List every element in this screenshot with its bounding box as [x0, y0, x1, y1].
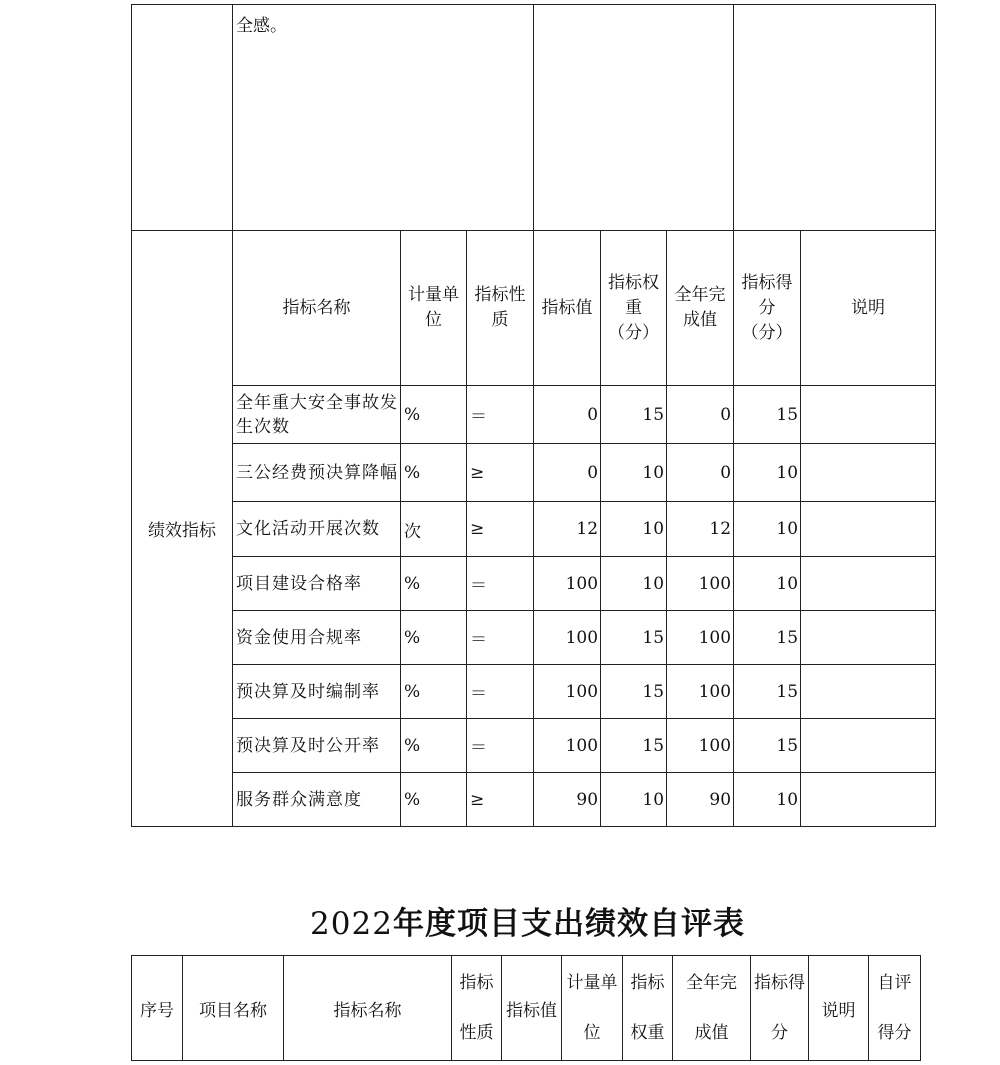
header-note: 说明 [801, 231, 936, 386]
unit-cell: % [401, 773, 467, 827]
nature-cell: ≥ [467, 444, 534, 502]
target-value-cell: 100 [534, 557, 601, 611]
header-unit: 计量单 位 [401, 231, 467, 386]
target-value-cell: 100 [534, 611, 601, 665]
header-value: 指标值 [502, 956, 562, 1061]
header-self-score: 自评 得分 [869, 956, 921, 1061]
note-cell [801, 502, 936, 557]
perf-header-row [132, 231, 936, 386]
actual-value-cell: 0 [667, 386, 734, 444]
target-value-cell: 0 [534, 444, 601, 502]
title-text: 年度项目支出绩效自评表 [392, 906, 745, 942]
indicator-row [132, 665, 936, 719]
indicator-name-cell: 文化活动开展次数 [233, 502, 401, 557]
weight-cell: 15 [601, 719, 667, 773]
project-expenditure-table [131, 955, 921, 1061]
indicator-name-cell: 服务群众满意度 [233, 773, 401, 827]
indicator-row [132, 719, 936, 773]
actual-value-cell: 100 [667, 719, 734, 773]
nature-cell: ≥ [467, 773, 534, 827]
nature-cell: ＝ [467, 719, 534, 773]
header-project-name: 项目名称 [183, 956, 284, 1061]
continuation-row [132, 5, 936, 231]
indicator-name-cell: 全年重大安全事故发生次数 [233, 386, 401, 444]
weight-cell: 10 [601, 502, 667, 557]
indicator-row [132, 444, 936, 502]
score-cell: 15 [734, 665, 801, 719]
target-value-cell: 0 [534, 386, 601, 444]
score-cell: 15 [734, 719, 801, 773]
actual-value-cell: 90 [667, 773, 734, 827]
indicator-name-cell: 三公经费预决算降幅 [233, 444, 401, 502]
header-seq: 序号 [132, 956, 183, 1061]
actual-value-cell: 0 [667, 444, 734, 502]
target-value-cell: 100 [534, 665, 601, 719]
title-year: 2022 [310, 906, 393, 942]
weight-cell: 10 [601, 773, 667, 827]
indicator-row [132, 557, 936, 611]
unit-cell: % [401, 557, 467, 611]
note-cell [801, 557, 936, 611]
header-actual: 全年完 成值 [667, 231, 734, 386]
unit-cell: % [401, 611, 467, 665]
note-cell [801, 611, 936, 665]
header-value: 指标值 [534, 231, 601, 386]
header-unit: 计量单 位 [562, 956, 623, 1061]
score-cell: 10 [734, 502, 801, 557]
unit-cell: % [401, 665, 467, 719]
unit-cell: 次 [401, 502, 467, 557]
header-indicator-name: 指标名称 [284, 956, 452, 1061]
score-cell: 15 [734, 386, 801, 444]
target-value-cell: 90 [534, 773, 601, 827]
indicator-name-cell: 预决算及时编制率 [233, 665, 401, 719]
unit-cell: % [401, 444, 467, 502]
header-note: 说明 [809, 956, 869, 1061]
note-cell [801, 444, 936, 502]
weight-cell: 10 [601, 444, 667, 502]
section-label: 绩效指标 [132, 231, 233, 827]
header-indicator-name: 指标名称 [233, 231, 401, 386]
unit-cell: % [401, 719, 467, 773]
actual-value-cell: 12 [667, 502, 734, 557]
table-title [0, 898, 1000, 943]
header-weight: 指标 权重 [623, 956, 673, 1061]
score-cell: 10 [734, 444, 801, 502]
weight-cell: 15 [601, 665, 667, 719]
nature-cell: ＝ [467, 611, 534, 665]
score-cell: 15 [734, 611, 801, 665]
indicator-row [132, 773, 936, 827]
weight-cell: 15 [601, 386, 667, 444]
nature-cell: ＝ [467, 386, 534, 444]
indicator-row [132, 502, 936, 557]
target-value-cell: 100 [534, 719, 601, 773]
indicator-name-cell: 资金使用合规率 [233, 611, 401, 665]
note-cell [801, 719, 936, 773]
indicator-name-cell: 项目建设合格率 [233, 557, 401, 611]
header-row [132, 956, 921, 1061]
actual-value-cell: 100 [667, 611, 734, 665]
note-cell [801, 665, 936, 719]
target-value-cell: 12 [534, 502, 601, 557]
nature-cell: ＝ [467, 557, 534, 611]
note-cell [801, 386, 936, 444]
weight-cell: 10 [601, 557, 667, 611]
performance-indicator-table [131, 4, 936, 827]
continuation-text: 全感。 [233, 5, 534, 231]
indicator-row [132, 386, 936, 444]
header-score: 指标得 分 [751, 956, 809, 1061]
header-nature: 指标 性质 [452, 956, 502, 1061]
actual-value-cell: 100 [667, 557, 734, 611]
weight-cell: 15 [601, 611, 667, 665]
header-weight: 指标权 重 （分） [601, 231, 667, 386]
header-score: 指标得 分 （分） [734, 231, 801, 386]
score-cell: 10 [734, 773, 801, 827]
score-cell: 10 [734, 557, 801, 611]
unit-cell: % [401, 386, 467, 444]
header-nature: 指标性 质 [467, 231, 534, 386]
indicator-row [132, 611, 936, 665]
indicator-name-cell: 预决算及时公开率 [233, 719, 401, 773]
nature-cell: ≥ [467, 502, 534, 557]
header-actual: 全年完 成值 [673, 956, 751, 1061]
note-cell [801, 773, 936, 827]
actual-value-cell: 100 [667, 665, 734, 719]
nature-cell: ＝ [467, 665, 534, 719]
